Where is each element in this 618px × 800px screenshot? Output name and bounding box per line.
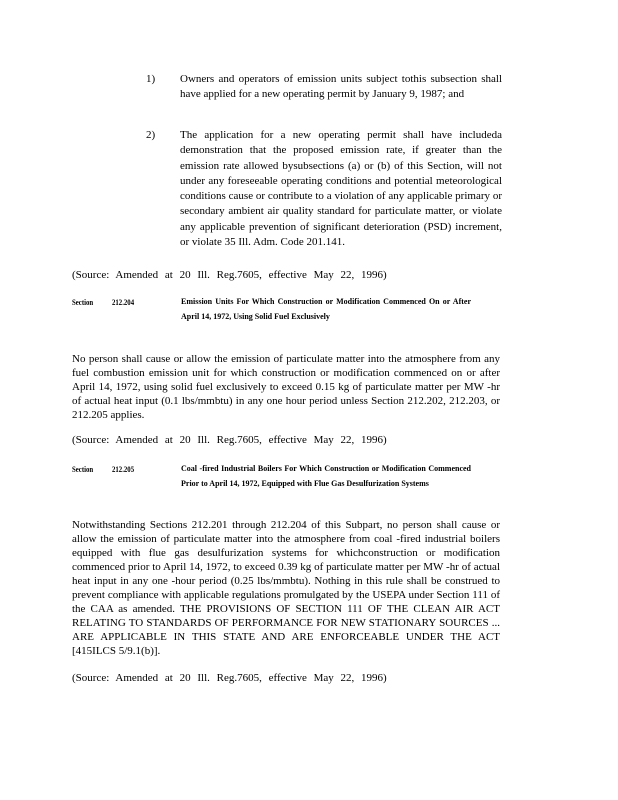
section-number: 212.204 (112, 298, 135, 307)
source-note: (Source: Amended at 20 Ill. Reg.7605, effective May 22, 1996) (72, 269, 387, 281)
source-note: (Source: Amended at 20 Ill. Reg.7605, effective May 22, 1996) (72, 434, 387, 446)
item-text: The application for a new operating permit shall have includeda demonstration that the proposed emission rate, if greater than the emission rate allowed bysubsections (a) or (b) of this Section, will not under any foreseeable operating conditions and potential meteorological conditions cause or contribute to a violation of any applicable primary or secondary ambient air quality standard for particulate matter, or violate any applicable prevention of significant deterioration (PSD) increment, or violate 35 Ill. Adm. Code 201.141. (180, 129, 502, 249)
section-label: Section (72, 465, 94, 474)
item-number: 1) (146, 73, 156, 85)
section-number: 212.205 (112, 465, 135, 474)
list-item-2 (146, 128, 506, 258)
source-note: (Source: Amended at 20 Ill. Reg.7605, effective May 22, 1996) (72, 672, 387, 684)
item-number: 2) (146, 129, 156, 141)
section-title: Coal -fired Industrial Boilers For Which Construction or Modification Commenced Prior to April 14, 1972, Equipped with Flue Gas Desulfurization Systems (181, 464, 471, 488)
section-label: Section (72, 298, 94, 307)
section-body: No person shall cause or allow the emission of particulate matter into the atmosphere from any fuel combustion emission unit for which construction or modification commenced on or after April 14, 1972, using solid fuel exclusively to exceed 0.15 kg of particulate matter per MW -hr of actual heat input (0.1 lbs/mmbtu) in any one hour period unless Section 212.202, 212.203, or 212.205 applies. (72, 353, 500, 421)
section-title: Emission Units For Which Construction or Modification Commenced On or After April 14, 1972, Using Solid Fuel Exclusively (181, 297, 471, 321)
section-body: Notwithstanding Sections 212.201 through 212.204 of this Subpart, no person shall cause or allow the emission of particulate matter into the atmosphere from coal -fired industrial boilers equipped with flue gas desulfurization systems for whichconstruction or modification commenced prior to April 14, 1972, to exceed 0.39 kg of particulate matter per MW -hr of actual heat input in any one -hour period (0.25 lbs/mmbtu). Nothing in this rule shall be construed to prevent compliance with applicable regulations promulgated by the USEPA under Section 111 of the CAA as amended. THE PROVISIONS OF SECTION 111 OF THE CLEAN AIR ACT RELATING TO STANDARDS OF PERFORMANCE FOR NEW STATIONARY SOURCES ... ARE APPLICABLE IN THIS STATE AND ARE ENFORCEABLE UNDER THE ACT [415ILCS 5/9.1(b)]. (72, 519, 500, 657)
list-item-1 (146, 72, 506, 118)
item-text: Owners and operators of emission units subject tothis subsection shall have applied for a new operating permit by January 9, 1987; and (180, 73, 502, 101)
